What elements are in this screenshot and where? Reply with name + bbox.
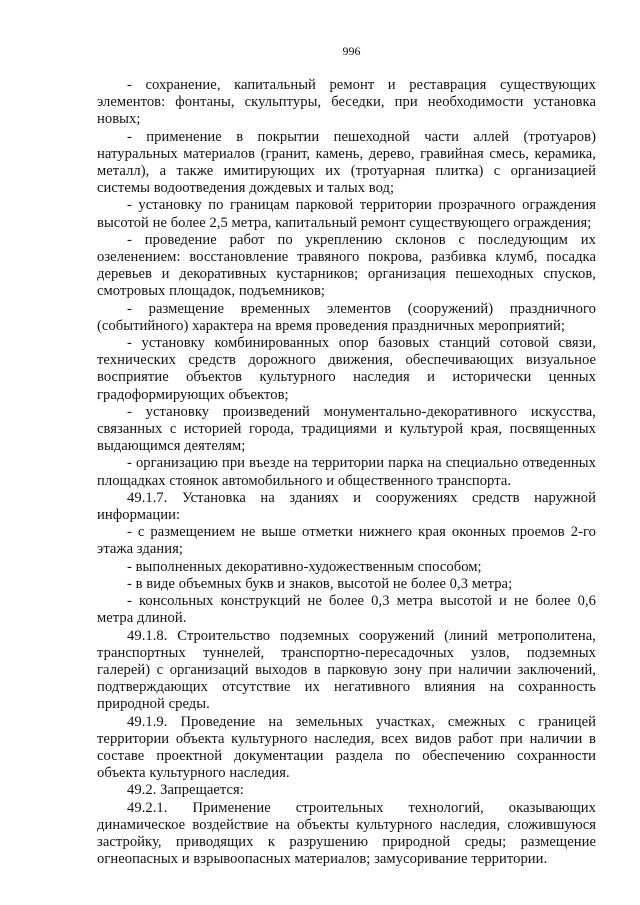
paragraph-monuments: - установку произведений монументально-декоративного искусства, связанных с историей города, традициями и культурой края, посвященных выдающимся деятелям; — [97, 403, 596, 455]
paragraph-paving: - применение в покрытии пешеходной части аллей (тротуаров) натуральных материалов (гранит, камень, дерево, гравийная смесь, керамика, металл), а также имитирующих их (тротуарная плитка) с организацией системы водоотведения дождевых и талых вод; — [97, 128, 596, 197]
paragraph-parking: - организацию при въезде на территории парка на специально отведенных площадках стоянок автомобильного и общественного транспорта. — [97, 455, 596, 489]
paragraph-slopes: - проведение работ по укреплению склонов с последующим их озеленением: восстановление травяного покрова, разбивка клумб, посадка деревьев и декоративных кустарников; организация пешеходных спусков, смотровых площадок, подъемников; — [97, 231, 596, 300]
paragraph-cell-towers: - установку комбинированных опор базовых станций сотовой связи, технических средств дорожного движения, обеспечивающих визуальное восприятие объектов культурного наследия и исторически ценных градоформирующих объектов; — [97, 335, 596, 403]
clause-49-1-8: 49.1.8. Строительство подземных сооружений (линий метрополитена, транспортных туннелей, транспортно-пересадочных узлов, подземных галерей) с организаций выходов в парковую зону при наличии заключений, подтверждающих отсутствие их негативного влияния на сохранность природной среды. — [97, 627, 596, 713]
clause-49-2-1: 49.2.1. Применение строительных технологий, оказывающих динамическое воздействие на объекты культурного наследия, сложившуюся застройку, приводящих к разрушению природной среды; размещение огнеопасных и взрывоопасных материалов; замусоривание территории. — [97, 799, 596, 868]
paragraph-letters: - в виде объемных букв и знаков, высотой не более 0,3 метра; — [127, 575, 513, 592]
clause-49-1-7: 49.1.7. Установка на зданиях и сооружениях средств наружной информации: — [97, 489, 596, 524]
paragraph-restoration: - сохранение, капитальный ремонт и реставрация существующих элементов: фонтаны, скульптуры, беседки, при необходимости установка новых; — [97, 77, 596, 128]
paragraph-decorative: - выполненных декоративно-художественным способом; — [127, 558, 482, 575]
paragraph-fencing: - установку по границам парковой территории прозрачного ограждения высотой не более 2,5 метра, капитальный ремонт существующего ограждения; — [97, 197, 596, 231]
page-number: 996 — [342, 44, 361, 58]
paragraph-window-level: - с размещением не выше отметки нижнего края оконных проемов 2-го этажа здания; — [97, 524, 596, 558]
clause-49-2: 49.2. Запрещается: — [127, 782, 244, 799]
clause-49-1-9: 49.1.9. Проведение на земельных участках, смежных с границей территории объекта культурного наследия, всех видов работ при наличии в составе проектной документации раздела по обеспечению сохранности объекта культурного наследия. — [97, 713, 596, 782]
paragraph-temporary-elements: - размещение временных элементов (сооружений) праздничного (событийного) характера на время проведения праздничных мероприятий; — [97, 300, 596, 334]
paragraph-consoles: - консольных конструкций не более 0,3 метра высотой и не более 0,6 метра длиной. — [97, 593, 596, 627]
